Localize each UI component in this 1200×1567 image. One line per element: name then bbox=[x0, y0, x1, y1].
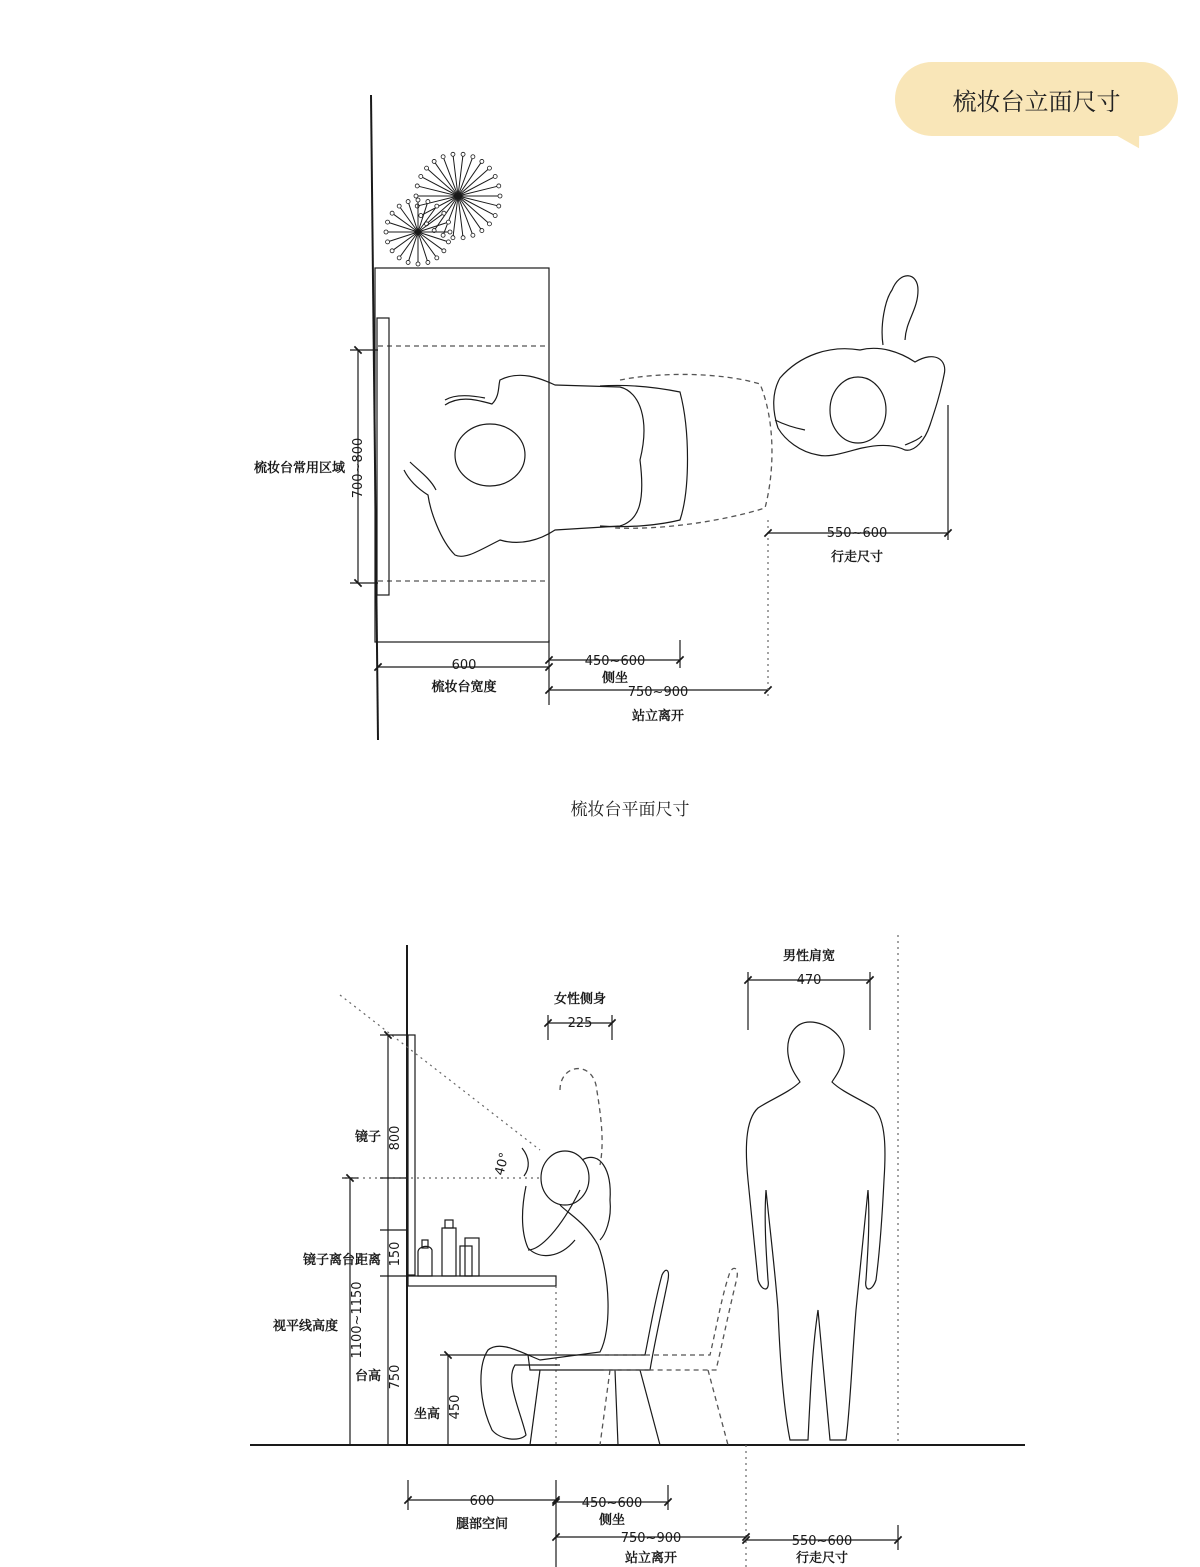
plan-view bbox=[253, 95, 948, 820]
plan-stand-leave-label: 站立离开 bbox=[631, 709, 685, 724]
elevation-mirror bbox=[408, 1035, 415, 1275]
seat-height-dim: 450 bbox=[448, 1394, 463, 1420]
seat-height-label: 坐高 bbox=[413, 1407, 440, 1422]
plan-mirror bbox=[377, 318, 389, 595]
chair bbox=[528, 1270, 668, 1445]
table-height-label: 台高 bbox=[354, 1369, 381, 1384]
plan-walking-person bbox=[774, 276, 945, 456]
eye-height-dim: 1100~1150 bbox=[350, 1281, 365, 1359]
plan-common-area-dim: 700~800 bbox=[351, 437, 366, 499]
seated-woman-figure bbox=[481, 1151, 610, 1439]
title-bubble: 梳妆台立面尺寸 bbox=[895, 62, 1178, 136]
mirror-gap-dim: 150 bbox=[388, 1241, 403, 1267]
elev-side-sit-label: 侧坐 bbox=[598, 1513, 626, 1528]
chair-ghost bbox=[600, 1268, 737, 1445]
elev-stand-leave-label: 站立离开 bbox=[624, 1551, 678, 1566]
table-height-dim: 750 bbox=[388, 1364, 403, 1390]
elev-walk-dim: 550~600 bbox=[791, 1534, 853, 1549]
plan-stand-leave-dim: 750~900 bbox=[627, 685, 689, 700]
mirror-dim: 800 bbox=[388, 1125, 403, 1151]
plan-desk-width-label: 梳妆台宽度 bbox=[431, 680, 497, 695]
cosmetics-bottles bbox=[418, 1220, 479, 1276]
mirror-gap-label: 镜子离台距离 bbox=[302, 1253, 381, 1268]
elev-stand-leave-dim: 750~900 bbox=[620, 1531, 682, 1546]
plan-side-sit-label: 侧坐 bbox=[601, 671, 629, 686]
plan-walk-dim: 550~600 bbox=[826, 526, 888, 541]
elev-walk-label: 行走尺寸 bbox=[795, 1551, 849, 1566]
elevation-view bbox=[250, 935, 1025, 1567]
standing-man-figure bbox=[746, 1022, 885, 1440]
elev-side-sit-dim: 450~600 bbox=[581, 1496, 643, 1511]
male-shoulder-dim: 470 bbox=[796, 973, 822, 988]
plan-desk-width-dim: 600 bbox=[451, 658, 477, 673]
plan-side-sit-dim: 450~600 bbox=[584, 654, 646, 669]
leg-space-dim: 600 bbox=[469, 1494, 495, 1509]
elevation-vanity-top bbox=[408, 1276, 556, 1286]
female-side-label: 女性侧身 bbox=[553, 992, 607, 1007]
female-side-dim: 225 bbox=[567, 1016, 593, 1031]
plan-caption: 梳妆台平面尺寸 bbox=[570, 800, 690, 820]
male-shoulder-label: 男性肩宽 bbox=[782, 949, 836, 964]
leg-space-label: 腿部空间 bbox=[455, 1517, 509, 1532]
eye-height-label: 视平线高度 bbox=[272, 1319, 338, 1334]
plan-seated-person bbox=[404, 374, 772, 556]
plan-walk-label: 行走尺寸 bbox=[830, 550, 884, 565]
mirror-label: 镜子 bbox=[354, 1130, 381, 1145]
flower-icon bbox=[384, 152, 502, 266]
sight-angle: 40° bbox=[492, 1151, 513, 1178]
plan-common-area-label: 梳妆台常用区域 bbox=[253, 461, 345, 476]
